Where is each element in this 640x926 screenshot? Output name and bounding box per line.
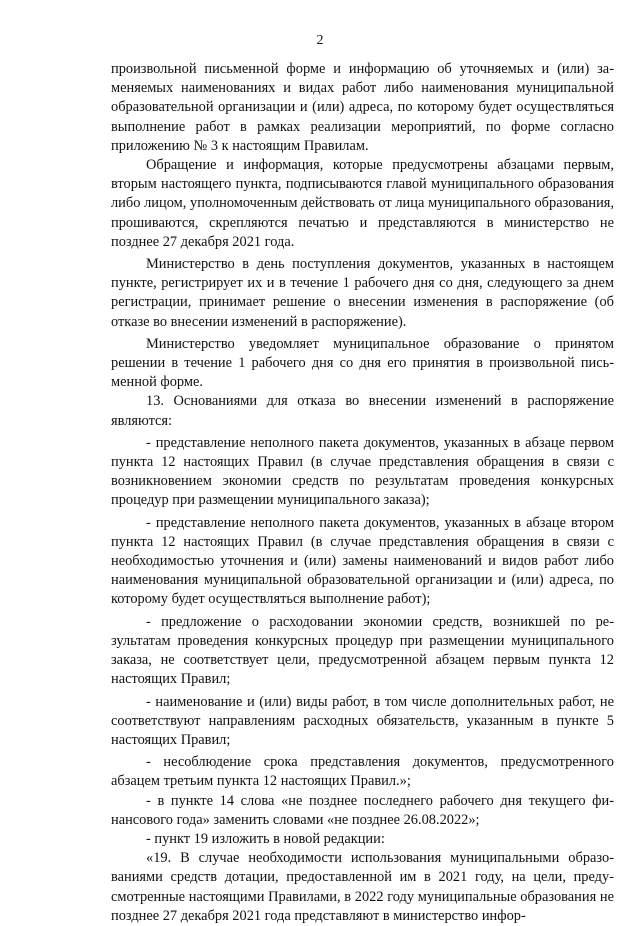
list-item-point-19: - пункт 19 изложить в новой редакции: xyxy=(146,830,385,847)
paragraph-notification: Министерство уведомляет муниципальное образование о принятом решении в течение 1 рабочего дня со дня его принятия в произвольной письменной форме. xyxy=(111,335,614,391)
document-body xyxy=(111,60,614,926)
list-item-incomplete-package-second: - представление неполного пакета документов, указанных в абзаце втором пункта 12 настоящих Правил (в случае представления обращения в связи с необходимостью уточнения и (или) замены наименований и видов работ либо наименования муниципальной образовательной организации и (или) адреса, по которому будет осуществляться выполнение работ); xyxy=(111,514,614,608)
list-item-incomplete-package-first: - представление неполного пакета документов, указанных в абзаце первом пункта 12 настоящих Правил (в случае представления обращения в связи с возникновением экономии средств по результатам проведения конкурсных процедур при размещении муниципального заказа); xyxy=(111,434,614,509)
list-item-work-types: - наименование и (или) виды работ, в том числе дополнительных работ, не соответствуют направлениям расходных обязательств, указанным в пункте 5 настоящих Правил; xyxy=(111,693,614,748)
paragraph-registration: Министерство в день поступления документов, указанных в настоящем пункте, регистрирует их и в течение 1 рабочего дня со дня, следующего за днем регистрации, принимает решение о внесении изменения в распоряжение (об отказе во внесении изменений в распоряжение). xyxy=(111,256,614,330)
page-number: 2 xyxy=(316,33,324,48)
paragraph-signing: Обращение и информация, которые предусмотрены абзацами первым, вторым настоящего пункта, подписываются главой муниципального образования либо лицом, уполномоченным действовать от лица муниципального образования, прошиваются, скрепляются печатью и представляются в министерство не позднее 27 декабря 2021 года. xyxy=(111,157,614,250)
paragraph-continuation: произвольной письменной форме и информацию об уточняемых и (или) заменяемых наименованиях и видах работ либо наименования муниципальной образовательной организации и (или) адреса, по которому будет осуществляться выполнение работ в рамках реализации мероприятий, по форме согласно приложению № 3 к настоящим Правилам. xyxy=(111,61,614,154)
paragraph-item-13: 13. Основаниями для отказа во внесении изменений в распоряжение являются: xyxy=(111,393,614,429)
paragraph-item-19: «19. В случае необходимости использования муниципальными образованиями средств дотации, предоставленной им в 2021 году, на цели, предусмотренные настоящими Правилами, в 2022 году муниципальные образования не позднее 27 декабря 2021 года представляют в министерство инфор- xyxy=(111,850,614,924)
list-item-point-14: - в пункте 14 слова «не позднее последнего рабочего дня текущего финансового года» заменить словами «не позднее 26.08.2022»; xyxy=(111,792,614,828)
list-item-savings-proposal: - предложение о расходовании экономии средств, возникшей по результатам проведения конкурсных процедур при размещении муниципального заказа, не соответствует цели, предусмотренной абзацем первым пункта 12 настоящих Правил; xyxy=(111,613,614,688)
list-item-deadline-violation: - несоблюдение срока представления документов, предусмотренного абзацем третьим пункта 12 настоящих Правил.»; xyxy=(111,754,614,790)
